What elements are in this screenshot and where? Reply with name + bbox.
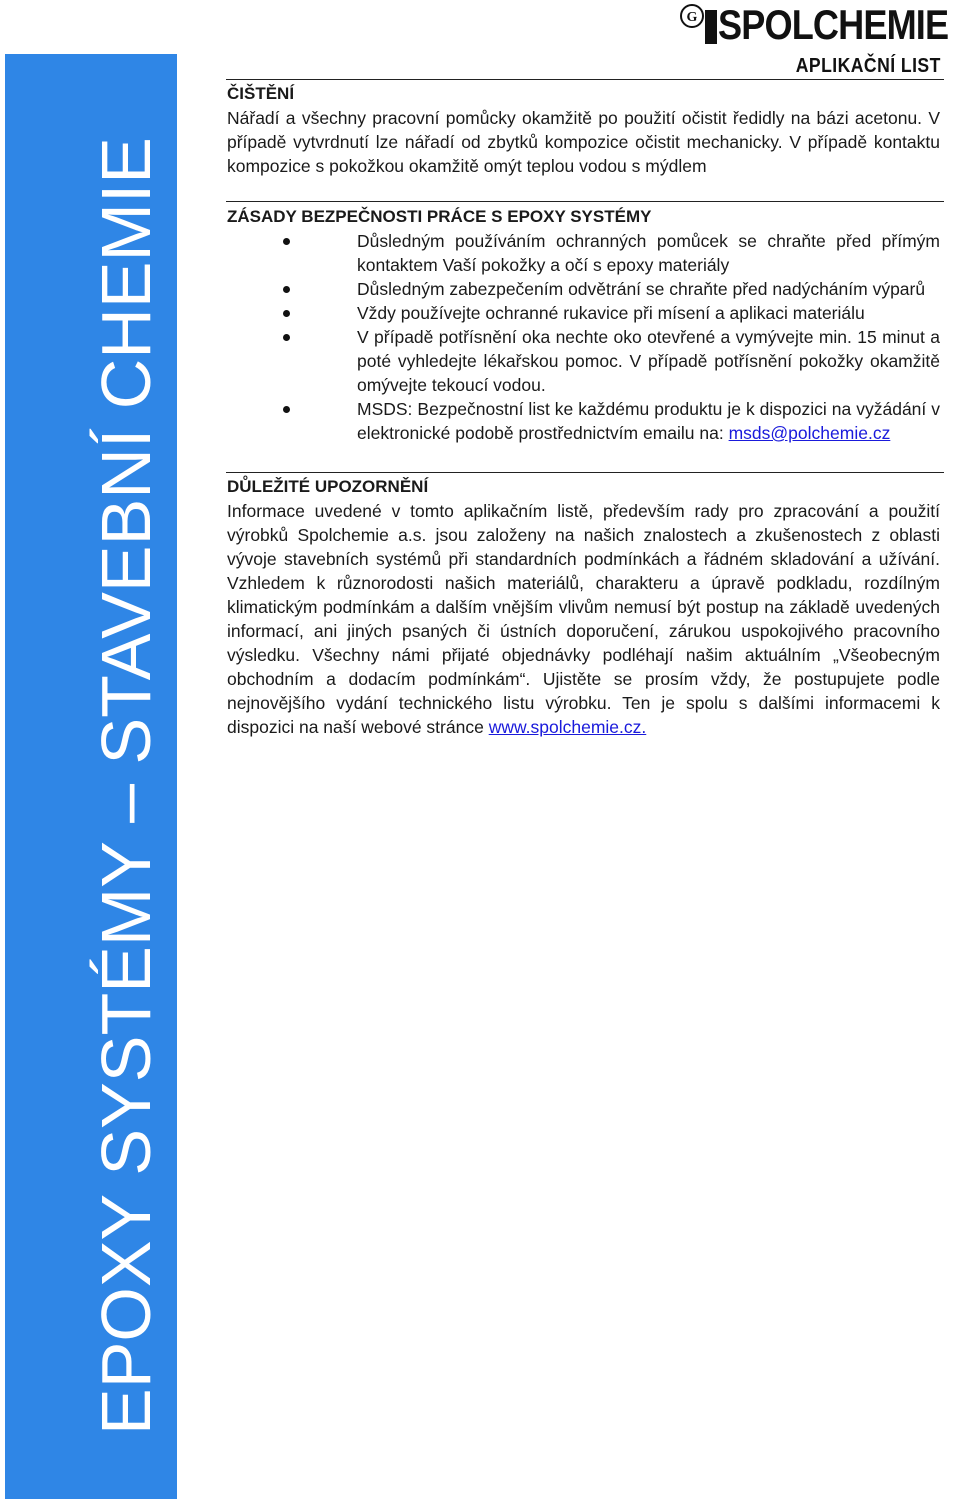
safety-list [227,229,940,445]
bullet-icon [283,238,290,245]
website-link[interactable]: www.spolchemie.cz. [488,717,647,737]
cleaning-text: Nářadí a všechny pracovní pomůcky okamžitě po použití očistit ředidly na bázi acetonu. V případě vytvrdnutí lze nářadí od zbytků kompozice očistit mechanicky. V případě kontaktu kompozice s pokožkou okamžitě omýt teplou vodou s mýdlem [227,108,940,176]
section-cleaning [227,82,940,178]
brand-logo [672,2,958,48]
list-item: Důsledným používáním ochranných pomůcek se chraňte před přímým kontaktem Vaší pokožky a očí s epoxy materiály [227,229,940,277]
list-item: Důsledným zabezpečením odvětrání se chraňte před nadýcháním výparů [227,277,940,301]
list-item: V případě potřísnění oka nechte oko otevřené a vymývejte min. 15 minut a poté vyhledejte lékařskou pomoc. V případě potřísnění pokožky okamžitě omývejte tekoucí vodou. [227,325,940,397]
bullet-icon [283,286,290,293]
section-safety [227,205,940,445]
document-type: APLIKAČNÍ LIST [795,55,941,77]
cleaning-heading: ČIŠTĚNÍ [227,84,295,103]
svg-text:G: G [686,10,698,25]
divider [226,79,944,80]
brand-name: SPOLCHEMIE [718,1,949,48]
notice-text: Informace uvedené v tomto aplikačním listě, především rady pro zpracování a použití výrobků Spolchemie a.s. jsou založeny na našich znalostech a zkušenostech z oblasti vývoje stavebních systémů při standardních podmínkách a řádném skladování a užívání. Vzhledem k různorodosti našich materiálů, charakteru a úpravě podkladu, rozdílným klimatickým podmínkám a dalším vnějším vlivům nemusí být postup na základě uvedených informací, ani jiných psaných či ústních doporučení, zárukou uspokojivého pracovního výsledku. Všechny námi přijaté objednávky podléhají našim aktuálním „Všeobecným obchodním a dodacím podmínkám“. Ujistěte se prosím vždy, že postupujete podle nejnovějšího vydání technického listu výrobku. Ten je spolu s dalšími informacemi k dispozici na naší webové stránce www.spolchemie.cz. [227,501,940,737]
msds-email-link[interactable]: msds@polchemie.cz [728,423,891,443]
bullet-icon [283,310,290,317]
spolchemie-logo-icon [672,2,718,46]
notice-heading: DŮLEŽITÉ UPOZORNĚNÍ [227,477,429,496]
divider [226,472,944,473]
bullet-icon [283,334,290,341]
section-notice [227,475,940,739]
safety-heading: ZÁSADY BEZPEČNOSTI PRÁCE S EPOXY SYSTÉMY [227,207,652,226]
bullet-icon [283,406,290,413]
msds-text: MSDS: Bezpečnostní list ke každému produktu je k dispozici na vyžádání v elektronické podobě prostřednictvím emailu na: [357,399,940,443]
list-item: Vždy používejte ochranné rukavice při mísení a aplikaci materiálu [227,301,940,325]
list-item [227,397,940,445]
sidebar-title: EPOXY SYSTÉMY – STAVEBNÍ CHEMIE [87,137,165,1435]
divider [226,201,944,202]
